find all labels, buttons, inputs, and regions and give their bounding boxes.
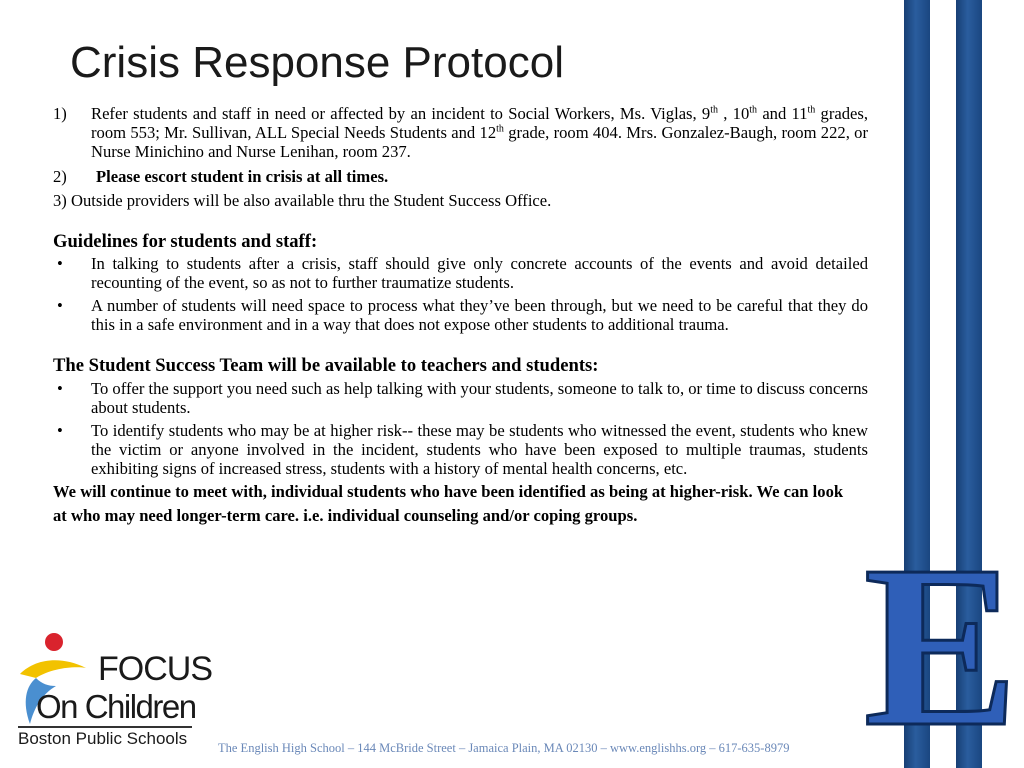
protocol-text: , 10: [718, 104, 750, 123]
team-item: [53, 379, 868, 417]
footer-address: The English High School – 144 McBride Street – Jamaica Plain, MA 02130 – www.englishhs.org – 617-635-8979: [218, 741, 790, 755]
team-heading: The Student Success Team will be available to teachers and students:: [53, 355, 599, 376]
superscript: th: [807, 104, 816, 116]
closing-statement: We will continue to meet with, individual students who have been identified as being at higher-risk. We can look at who may need longer-term care. i.e. individual counseling and/or coping groups.: [53, 482, 844, 525]
list-marker: 2): [53, 167, 67, 186]
list-marker: 1): [53, 104, 67, 123]
protocol-text: grade, room 404. Mrs. Gonzalez-Baugh, room 222, or Nurse Minichino and Nurse Lenihan, room 237.: [91, 123, 868, 161]
guideline-item: [53, 254, 868, 292]
protocol-item-2: [53, 167, 868, 186]
superscript: th: [749, 104, 758, 116]
protocol-item-1: [53, 104, 868, 161]
protocol-text: Refer students and staff in need or affected by an incident to Social Workers, Ms. Viglas, 9: [91, 104, 711, 123]
bullet: •: [57, 421, 63, 440]
team-item: [53, 421, 868, 478]
protocol-text: grades, room 553; Mr. Sullivan, ALL Special Needs Students and 12: [91, 104, 869, 142]
logo-text-boston: Boston Public Schools: [18, 729, 188, 748]
logo-text-focus: FOCUS: [98, 650, 212, 688]
content-body: [53, 104, 868, 528]
bullet: •: [57, 379, 63, 398]
bullet: •: [57, 254, 63, 273]
guideline-text: In talking to students after a crisis, staff should give only concrete accounts of the events and avoid detailed recounting of the event, so as not to further traumatize students.: [91, 254, 868, 292]
big-letter-e: [862, 556, 1020, 732]
guideline-text: A number of students will need space to process what they’ve been through, but we need to be careful that they do this in a safe environment and in a way that does not expose other students to additional trauma.: [91, 296, 868, 334]
guidelines-heading: Guidelines for students and staff:: [53, 231, 318, 252]
team-text: To identify students who may be at higher risk-- these may be students who witnessed the event, students who knew the victim or anyone involved in the incident, students who have been exposed to multiple traumas, students exhibiting signs of increased stress, students with a history of mental health concerns, etc.: [91, 421, 868, 478]
big-letter-text: E: [863, 556, 1019, 732]
protocol-text: Please escort student in crisis at all times.: [96, 167, 389, 186]
guideline-item: [53, 296, 868, 334]
superscript: th: [496, 123, 504, 135]
logo-divider: [18, 726, 192, 728]
logo-text-on-children: On Children: [36, 688, 196, 725]
protocol-item-3: 3) Outside providers will be also available thru the Student Success Office.: [53, 191, 552, 210]
page-title: Crisis Response Protocol: [70, 38, 564, 87]
bullet: •: [57, 296, 63, 315]
protocol-text: and 11: [757, 104, 808, 123]
focus-on-children-logo: [14, 628, 212, 752]
team-text: To offer the support you need such as help talking with your students, someone to talk to, or time to discuss concerns about students.: [91, 379, 868, 417]
superscript: th: [710, 104, 719, 116]
